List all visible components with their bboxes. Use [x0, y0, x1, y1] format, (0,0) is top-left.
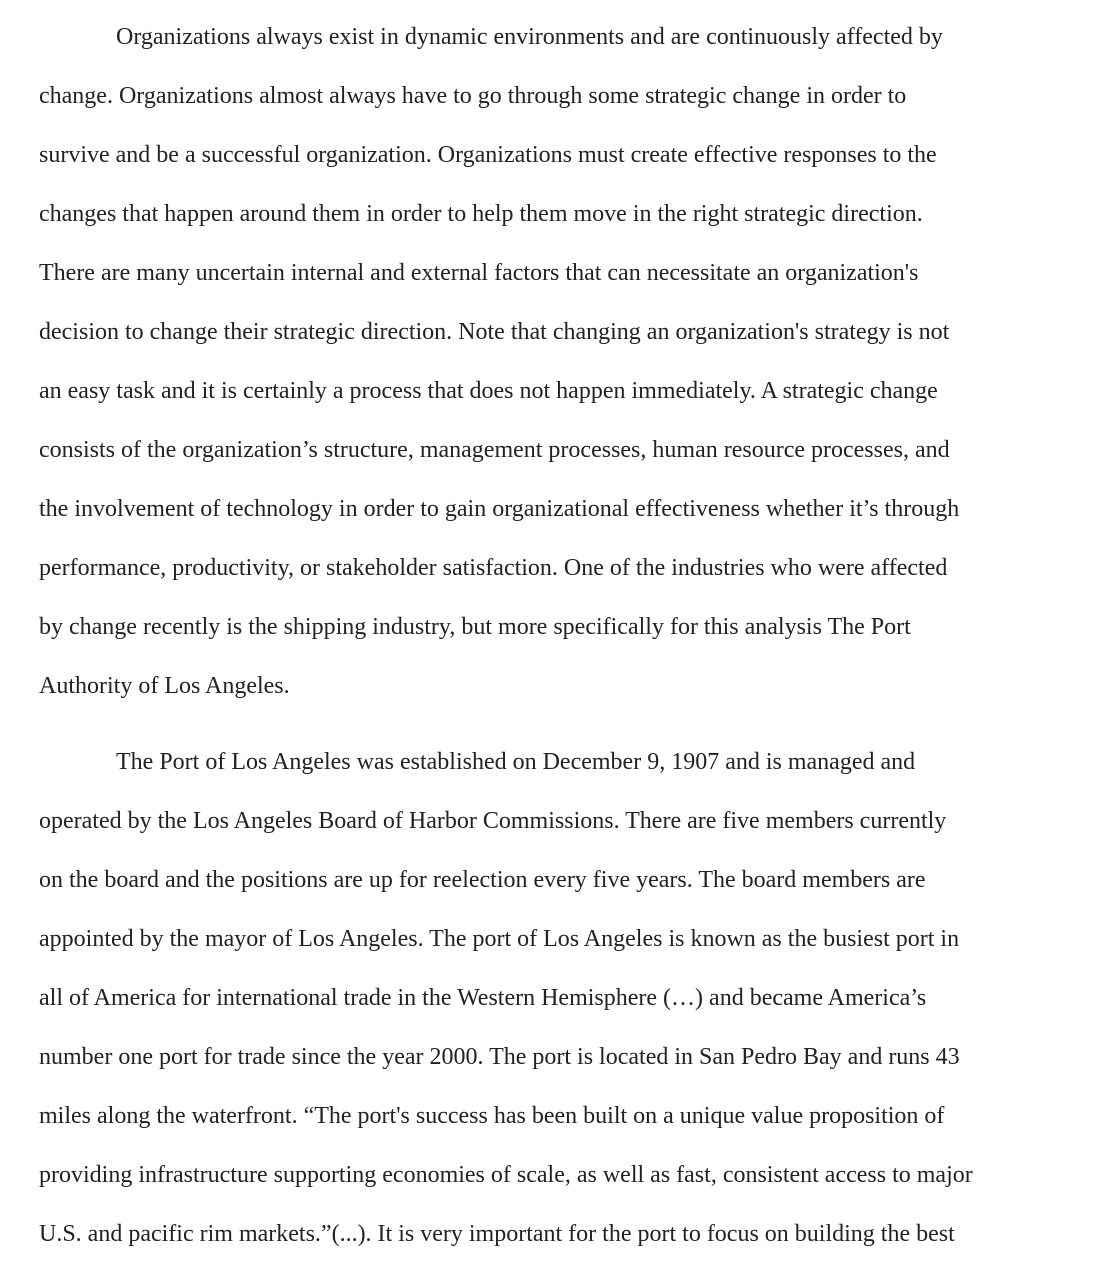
paragraph-line: miles along the waterfront. “The port's success has been built on a unique value proposition of: [39, 1103, 945, 1129]
paragraph-line: appointed by the mayor of Los Angeles. The port of Los Angeles is known as the busiest port in: [39, 926, 960, 952]
paragraph-line: Organizations always exist in dynamic environments and are continuously affected by: [116, 24, 943, 50]
paragraph-line: changes that happen around them in order to help them move in the right strategic direction.: [39, 201, 923, 227]
paragraph-line: an easy task and it is certainly a process that does not happen immediately. A strategic change: [39, 378, 938, 404]
paragraph-line: There are many uncertain internal and external factors that can necessitate an organization's: [39, 260, 919, 286]
paragraph-1: [39, 8, 1039, 716]
paragraph-line: providing infrastructure supporting economies of scale, as well as fast, consistent access to major: [39, 1162, 973, 1188]
paragraph-line: decision to change their strategic direction. Note that changing an organization's strategy is not: [39, 319, 950, 345]
document-page: [39, 8, 1039, 1264]
paragraph-line: by change recently is the shipping industry, but more specifically for this analysis The Port: [39, 614, 911, 640]
paragraph-line: number one port for trade since the year 2000. The port is located in San Pedro Bay and runs 43: [39, 1044, 960, 1070]
paragraph-line: consists of the organization’s structure, management processes, human resource processes, and: [39, 437, 950, 463]
paragraph-line: performance, productivity, or stakeholder satisfaction. One of the industries who were affected: [39, 555, 948, 581]
paragraph-line: U.S. and pacific rim markets.”(...). It is very important for the port to focus on building the best: [39, 1221, 955, 1247]
paragraph-line: Authority of Los Angeles.: [39, 673, 290, 699]
paragraph-2: [39, 733, 1039, 1264]
paragraph-line: the involvement of technology in order to gain organizational effectiveness whether it’s through: [39, 496, 960, 522]
paragraph-line: The Port of Los Angeles was established on December 9, 1907 and is managed and: [116, 749, 916, 775]
paragraph-line: on the board and the positions are up for reelection every five years. The board members are: [39, 867, 926, 893]
paragraph-line: survive and be a successful organization. Organizations must create effective responses to the: [39, 142, 937, 168]
paragraph-line: change. Organizations almost always have to go through some strategic change in order to: [39, 83, 907, 109]
paragraph-line: all of America for international trade in the Western Hemisphere (…) and became America’s: [39, 985, 927, 1011]
paragraph-line: operated by the Los Angeles Board of Harbor Commissions. There are five members currently: [39, 808, 947, 834]
